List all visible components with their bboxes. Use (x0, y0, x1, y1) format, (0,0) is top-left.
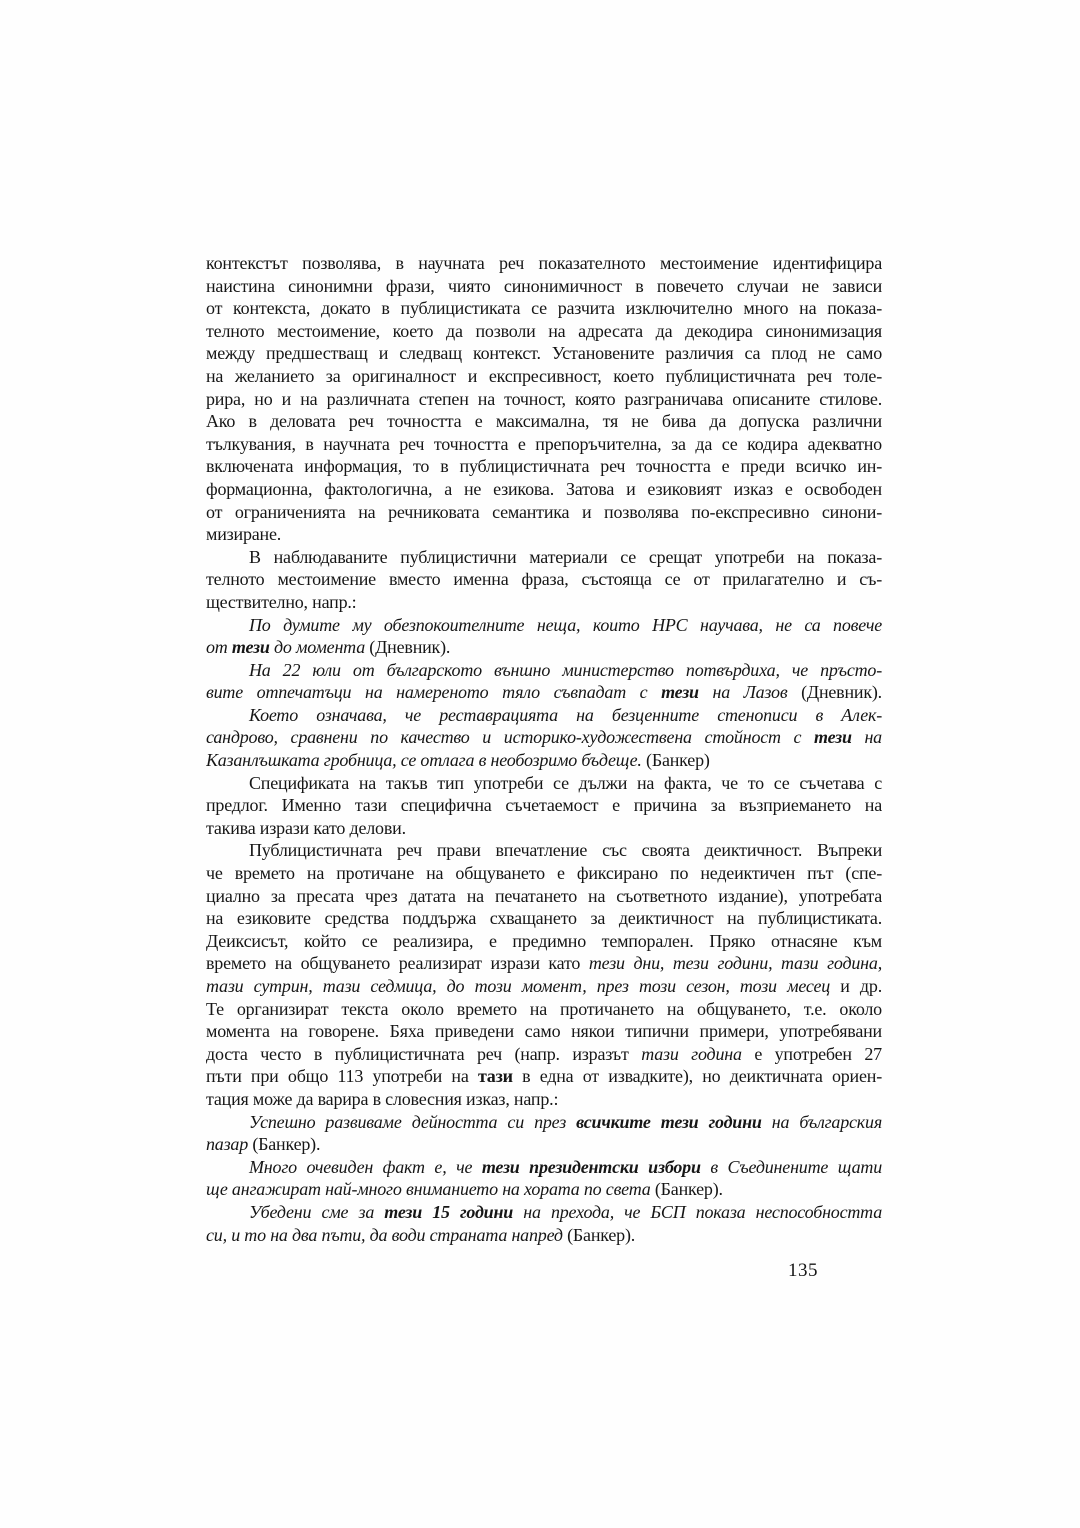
text-segment: включената информация, то в публицистичната реч точността е преди всичко ин- (206, 456, 882, 477)
text-line (206, 1156, 882, 1179)
text-segment: Ако в деловата реч точността е максимална, тя не бива да допуска различни (206, 411, 882, 432)
text-segment: (Банкер). (654, 1179, 723, 1200)
text-segment: такива изрази като делови. (206, 817, 406, 838)
text-segment: Убедени сме за (249, 1201, 385, 1222)
text-segment: тази (477, 1066, 513, 1087)
text-segment: на желанието за оригиналност и експресивност, което публицистичната реч толе- (206, 365, 882, 386)
text-line (206, 614, 882, 637)
text-line (206, 455, 882, 478)
text-segment: циално за пресата чрез датата на печатането на съответното издание), употребата (206, 885, 882, 906)
text-line (206, 704, 882, 727)
text-segment: Деиксисът, който се реализира, е предимно темпорален. Пряко отнасяне към (206, 930, 882, 951)
text-segment: тези (814, 727, 852, 748)
text-line (206, 478, 882, 501)
text-segment: рира, но и на различната степен на точност, която разграничава описаните стилове. (206, 388, 882, 409)
text-line (206, 388, 882, 411)
text-line (206, 862, 882, 885)
text-segment: телното местоимение вместо именна фраза, състояща се от прилагателно и съ- (206, 569, 882, 590)
text-segment: В наблюдаваните публицистични материали се срещат употреби на показа- (249, 546, 882, 567)
text-line (206, 1111, 882, 1134)
text-segment: Успешно развиваме дейността си през (249, 1111, 577, 1132)
text-segment: от контекста, докато в публицистиката се разчита изключително много на показа- (206, 298, 882, 319)
text-line (206, 275, 882, 298)
text-segment: тези (661, 682, 699, 703)
text-segment: тези президентски избори (481, 1156, 701, 1177)
text-line (206, 659, 882, 682)
text-segment: ще ангажират най-много вниманието на хората по света (206, 1179, 655, 1200)
text-segment: е употребен 27 (741, 1043, 882, 1064)
text-line (206, 636, 882, 659)
text-line (206, 772, 882, 795)
text-line (206, 501, 882, 524)
page-text (206, 252, 882, 1246)
text-segment: Казанлъшката гробница, се отлага в необозримо бъдеще. (206, 750, 647, 771)
text-segment: всичките тези години (576, 1111, 762, 1132)
text-segment: пазар (206, 1134, 253, 1155)
text-line (206, 952, 882, 975)
text-segment: контекстът позволява, в научната реч показателното местоимение идентифицира (206, 253, 882, 273)
text-segment: (Дневник). (801, 682, 882, 703)
text-line (206, 1088, 882, 1111)
text-segment: на Лазов (698, 682, 802, 703)
text-line (206, 1201, 882, 1224)
text-segment: доста често в публицистичната реч (напр. изразът (206, 1043, 642, 1064)
text-segment: Спецификата на такъв тип употреби се дължи на факта, че то се съчетава с (249, 772, 882, 793)
text-line (206, 1065, 882, 1088)
text-segment: тези 15 години (384, 1201, 514, 1222)
text-segment: (Дневник). (369, 637, 451, 658)
text-line (206, 342, 882, 365)
text-segment: времето на общуването реализират изрази като (206, 953, 589, 974)
text-line (206, 1178, 882, 1201)
text-line (206, 839, 882, 862)
text-segment: в Съединените щати (700, 1156, 882, 1177)
text-segment: наистина синонимни фрази, чиято синонимичност в повечето случаи не зависи (206, 275, 882, 296)
text-segment: формационна, фактологична, а не езикова. Затова и езиковият изказ е освободен (206, 478, 882, 499)
text-line (206, 885, 882, 908)
text-segment: Публицистичната реч прави впечатление със своята деиктичност. Въпреки (249, 840, 882, 861)
text-segment: тълкувания, в научната реч точността е препоръчителна, за да се кодира адекватно (206, 433, 882, 454)
text-line (206, 907, 882, 930)
text-segment: от ограниченията на речниковата семантика и позволява по-експресивно синони- (206, 501, 882, 522)
text-segment: Много очевиден факт е, че (249, 1156, 482, 1177)
text-line (206, 320, 882, 343)
text-segment: На 22 юли от българското външно министерство потвърдиха, че пръсто- (249, 659, 882, 680)
text-segment: телното местоимение, което да позволи на адресата да декодира синонимизация (206, 320, 882, 341)
text-line (206, 523, 882, 546)
text-segment: тези дни, тези години, тази година, (588, 953, 882, 974)
text-segment: пъти при общо 113 употреби на (206, 1066, 478, 1087)
text-line (206, 1224, 882, 1247)
text-segment: на езиковите средства поддържа схващането за деиктичност на публицистиката. (206, 908, 882, 929)
text-line (206, 975, 882, 998)
text-segment: на (851, 727, 882, 748)
text-line (206, 794, 882, 817)
text-segment: от (206, 637, 232, 658)
text-segment: вите отпечатъци на намереното тяло съвпадат с (206, 682, 662, 703)
text-segment: мизиране. (206, 524, 282, 545)
text-segment: Което означава, че реставрацията на безценните стенописи в Алек- (249, 704, 882, 725)
text-segment: на българския (761, 1111, 882, 1132)
text-line (206, 726, 882, 749)
text-line (206, 410, 882, 433)
text-segment: на прехода, че БСП показа неспособността (513, 1201, 882, 1222)
text-line (206, 998, 882, 1021)
text-segment: и др. (830, 976, 882, 996)
text-segment: си, и то на два пъти, да води страната напред (206, 1224, 568, 1245)
text-segment: че времето на протичане на общуването е фиксирано по недеиктичен път (спе- (206, 863, 882, 884)
text-segment: Те организират текста около времето на протичането на общуването, т.е. около (206, 998, 882, 1019)
text-segment: предлог. Именно тази специфична съчетаемост е причина за възприемането на (206, 795, 882, 816)
text-line (206, 1020, 882, 1043)
text-segment: тация може да варира в словесния изказ, напр.: (206, 1088, 559, 1109)
text-segment: (Банкер). (252, 1134, 321, 1155)
text-line (206, 252, 882, 275)
text-segment: ществително, напр.: (206, 591, 357, 612)
text-line (206, 817, 882, 840)
text-line (206, 546, 882, 569)
text-line (206, 1043, 882, 1066)
text-line (206, 930, 882, 953)
text-segment: тази сутрин, тази седмица, до този момент, през този сезон, този месец (206, 976, 831, 996)
text-line (206, 433, 882, 456)
text-line (206, 681, 882, 704)
text-segment: момента на говорене. Бяха приведени само някои типични примери, употребявани (206, 1021, 882, 1042)
text-segment: (Банкер). (567, 1224, 636, 1245)
text-line (206, 591, 882, 614)
text-segment: тези (231, 637, 270, 658)
text-line (206, 749, 882, 772)
text-line (206, 297, 882, 320)
text-segment: между предшестващ и следващ контекст. Установените различия са плод не само (206, 343, 882, 364)
page-number: 135 (788, 1260, 818, 1281)
text-line (206, 1133, 882, 1156)
text-segment: тази година (641, 1043, 742, 1064)
text-segment: сандрово, сравнени по качество и историко-художествена стойност с (206, 727, 815, 748)
text-segment: в една от извадките), но деиктичната ориен- (512, 1066, 882, 1087)
text-segment: По думите му обезпокоителните неща, които НРС научава, не са повече (249, 614, 882, 635)
text-segment: (Банкер) (646, 750, 710, 771)
text-line (206, 365, 882, 388)
text-segment: до момента (269, 637, 370, 658)
text-line (206, 568, 882, 591)
